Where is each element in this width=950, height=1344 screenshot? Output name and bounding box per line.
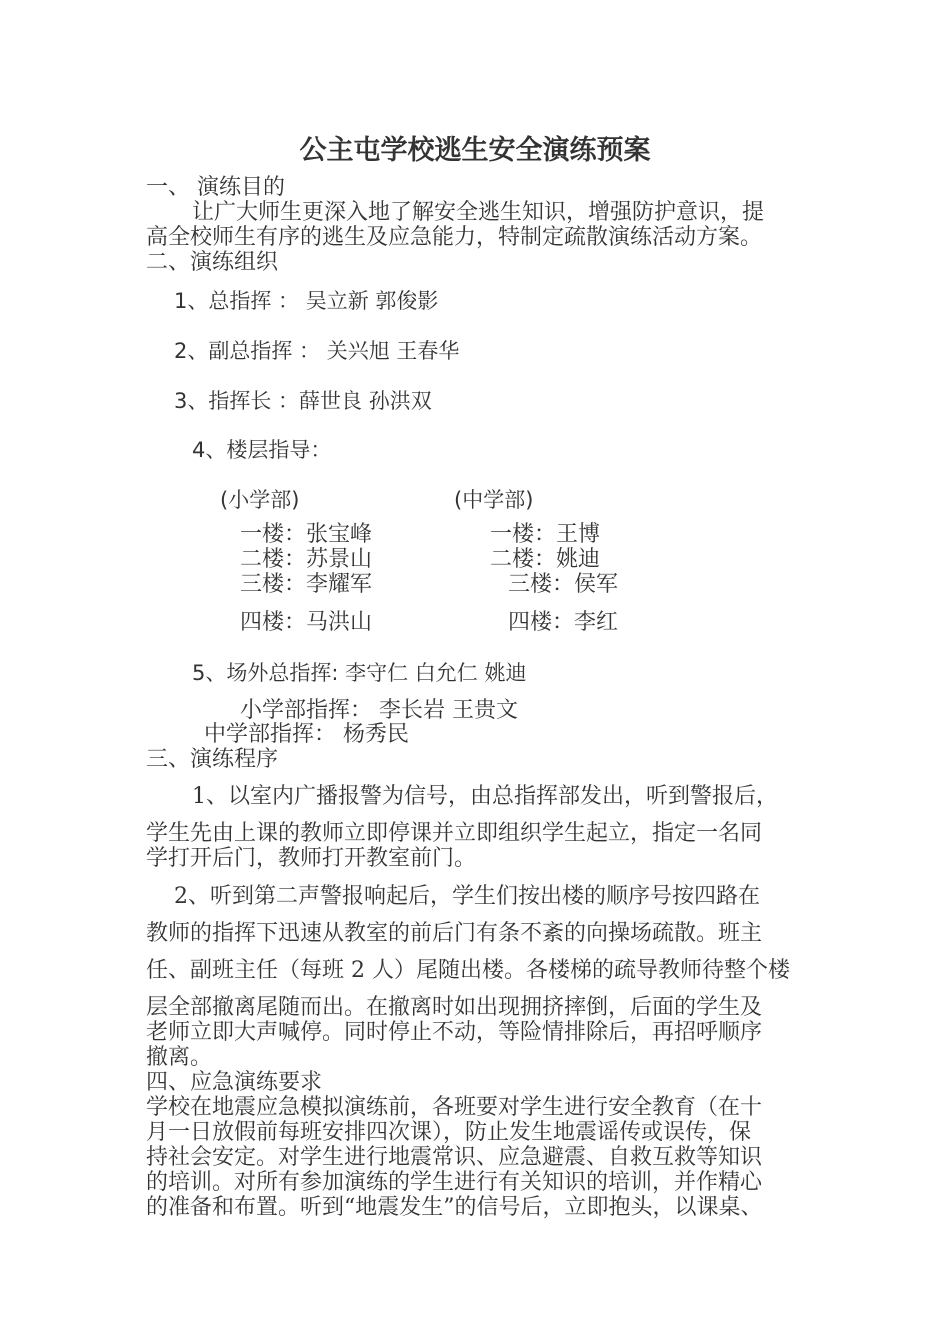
requirements-line-4: 的培训。对所有参加演练的学生进行有关知识的培训，并作精心 — [146, 1170, 763, 1195]
procedure-1-line-1: 1、以室内广播报警为信号，由总指挥部发出，听到警报后， — [192, 784, 778, 809]
primary-school-header: (小学部) — [220, 488, 300, 512]
middle-floor-3: 三楼：侯军 — [508, 572, 619, 597]
primary-floor-2: 二楼：苏景山 — [240, 547, 373, 572]
requirements-line-5: 的准备和布置。听到“地震发生”的信号后，立即抱头，以课桌、 — [146, 1195, 763, 1220]
primary-floor-3: 三楼：李耀军 — [240, 572, 373, 597]
procedure-1-line-3: 学打开后门，教师打开教室前门。 — [146, 846, 477, 871]
procedure-2-line-1: 2、听到第二声警报响起后，学生们按出楼的顺序号按四路在 — [174, 884, 760, 909]
middle-school-header: (中学部) — [454, 488, 534, 512]
procedure-2-line-2: 教师的指挥下迅速从教室的前后门有条不紊的向操场疏散。班主 — [146, 921, 763, 946]
chief-director-line: 3、指挥长 ：薛世良 孙洪双 — [174, 389, 432, 413]
deputy-commander-line: 2、副总指挥 ： 关兴旭 王春华 — [174, 339, 460, 363]
procedure-2-line-6: 撤离。 — [146, 1045, 213, 1070]
section-4-heading: 四、应急演练要求 — [146, 1070, 323, 1095]
outdoor-commander-line: 5、场外总指挥: 李守仁 白允仁 姚迪 — [192, 661, 527, 685]
section-1-heading: 一、 演练目的 — [146, 175, 285, 200]
procedure-2-line-5: 老师立即大声喊停。同时停止不动，等险情排除后，再招呼顺序 — [146, 1020, 763, 1045]
procedure-2-line-4: 层全部撤离尾随而出。在撤离时如出现拥挤摔倒，后面的学生及 — [146, 995, 763, 1020]
section-2-heading: 二、演练组织 — [146, 250, 279, 275]
primary-commander-line: 小学部指挥： 李长岩 王贵文 — [240, 698, 518, 723]
section-1-paragraph-line-1: 让广大师生更深入地了解安全逃生知识，增强防护意识，提 — [192, 200, 765, 225]
middle-commander-line: 中学部指挥： 杨秀民 — [204, 722, 409, 747]
requirements-line-1: 学校在地震应急模拟演练前，各班要对学生进行安全教育（在十 — [146, 1095, 763, 1120]
middle-floor-2: 二楼：姚迪 — [490, 547, 601, 572]
section-3-heading: 三、演练程序 — [146, 747, 279, 772]
procedure-1-line-2: 学生先由上课的教师立即停课并立即组织学生起立，指定一名同 — [146, 821, 763, 846]
requirements-line-2: 月一日放假前每班安排四次课），防止发生地震谣传或误传，保 — [146, 1120, 752, 1145]
middle-floor-4: 四楼：李红 — [508, 610, 619, 635]
procedure-2-line-3: 任、副班主任（每班 2 人）尾随出楼。各楼梯的疏导教师待整个楼 — [146, 958, 790, 983]
primary-floor-4: 四楼：马洪山 — [240, 610, 373, 635]
section-1-paragraph-line-2: 高全校师生有序的逃生及应急能力，特制定疏散演练活动方案。 — [146, 225, 763, 250]
primary-floor-1: 一楼：张宝峰 — [240, 522, 373, 547]
floor-guides-label: 4、楼层指导： — [192, 438, 332, 462]
commander-line: 1、总指挥 ： 吴立新 郭俊影 — [174, 289, 439, 313]
requirements-line-3: 持社会安定。对学生进行地震常识、应急避震、自救互救等知识 — [146, 1145, 763, 1170]
middle-floor-1: 一楼：王博 — [490, 522, 601, 547]
document-title: 公主屯学校逃生安全演练预案 — [299, 135, 651, 166]
